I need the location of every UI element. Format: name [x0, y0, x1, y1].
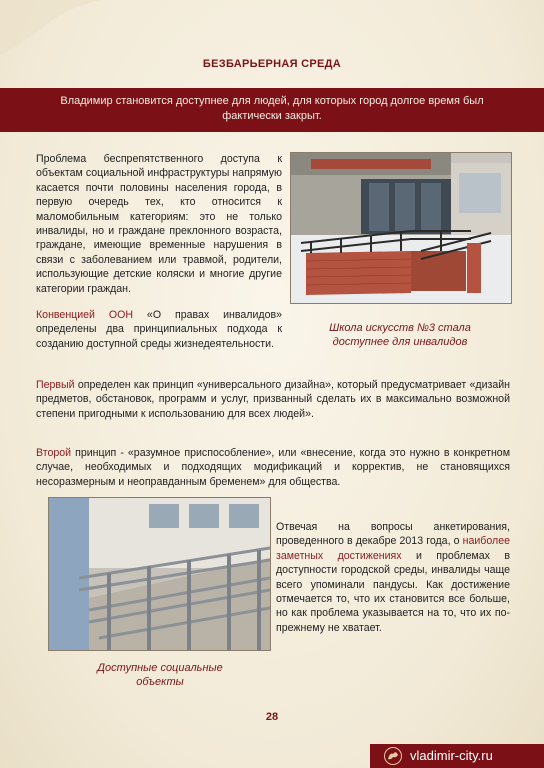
- paragraph-3: [36, 378, 510, 421]
- section-title: БЕЗБАРЬЕРНАЯ СРЕДА: [202, 58, 342, 70]
- first-principle-highlight: Первый: [36, 379, 75, 391]
- paragraph-5-text-a: Отвечая на вопросы анкетирования, проведенного в декабре 2013 года, о: [276, 521, 510, 548]
- achievements-highlight: наиболее заметных достижениях: [276, 535, 510, 562]
- intro-banner-text: Владимир становится доступнее для людей, для которых город долгое время был фактически закрыт.: [60, 95, 484, 122]
- city-emblem-icon: [383, 746, 403, 766]
- second-principle-highlight: Второй: [36, 447, 72, 459]
- social-objects-ramp-photo: [48, 497, 271, 651]
- un-convention-highlight: Конвенцией ООН: [36, 309, 134, 321]
- page-number: 28: [265, 711, 279, 723]
- school-ramp-photo: [290, 152, 512, 304]
- paragraph-3-text: определен как принцип «универсального дизайна», который предусматривает «дизайн предметов, обстановок, программ и услуг, призванный сделать их в максимально возможной степени пригодными к использованию для всех людей».: [36, 379, 510, 420]
- paragraph-4: [36, 446, 510, 489]
- paragraph-5: [276, 520, 510, 635]
- paragraph-4-text: принцип - «разумное приспособление», или «внесение, когда это нужно в конкретном случае, необходимых и подходящих модификаций и корректив, не становящихся несоразмерным и неоправданным бременем» для общества.: [36, 447, 510, 488]
- paragraph-1: Проблема беспрепятственного доступа к объектам социальной инфраструктуры напрямую касается почти половины населения города, в первую очередь тех, кто относится к маломобильным категориям: это не только инвалиды, но и граждане преклонного возраста, граждане, имеющие временные нарушения в связи с заболеванием или травмой, родители, использующие детские коляски и многие другие категории граждан.: [36, 153, 282, 295]
- corner-ornament: [0, 0, 110, 60]
- school-photo-caption: Школа искусств №3 стала доступнее для инвалидов: [329, 322, 471, 348]
- paragraph-5-text-b: и проблемах в доступности городской среды, инвалиды чаще всего упоминали пандусы. Как достижение отмечается то, что их становится все больше, но как проблема указывается на то, что их по-прежнему не хватает.: [276, 549, 510, 634]
- social-objects-caption: Доступные социальные объекты: [97, 662, 223, 688]
- website-link[interactable]: vladimir-city.ru: [410, 748, 493, 763]
- paragraph-2-text: «О правах инвалидов» определены два принципиальных подхода к созданию доступной среды жизнедеятельности.: [36, 309, 282, 350]
- paragraph-2: [36, 308, 282, 351]
